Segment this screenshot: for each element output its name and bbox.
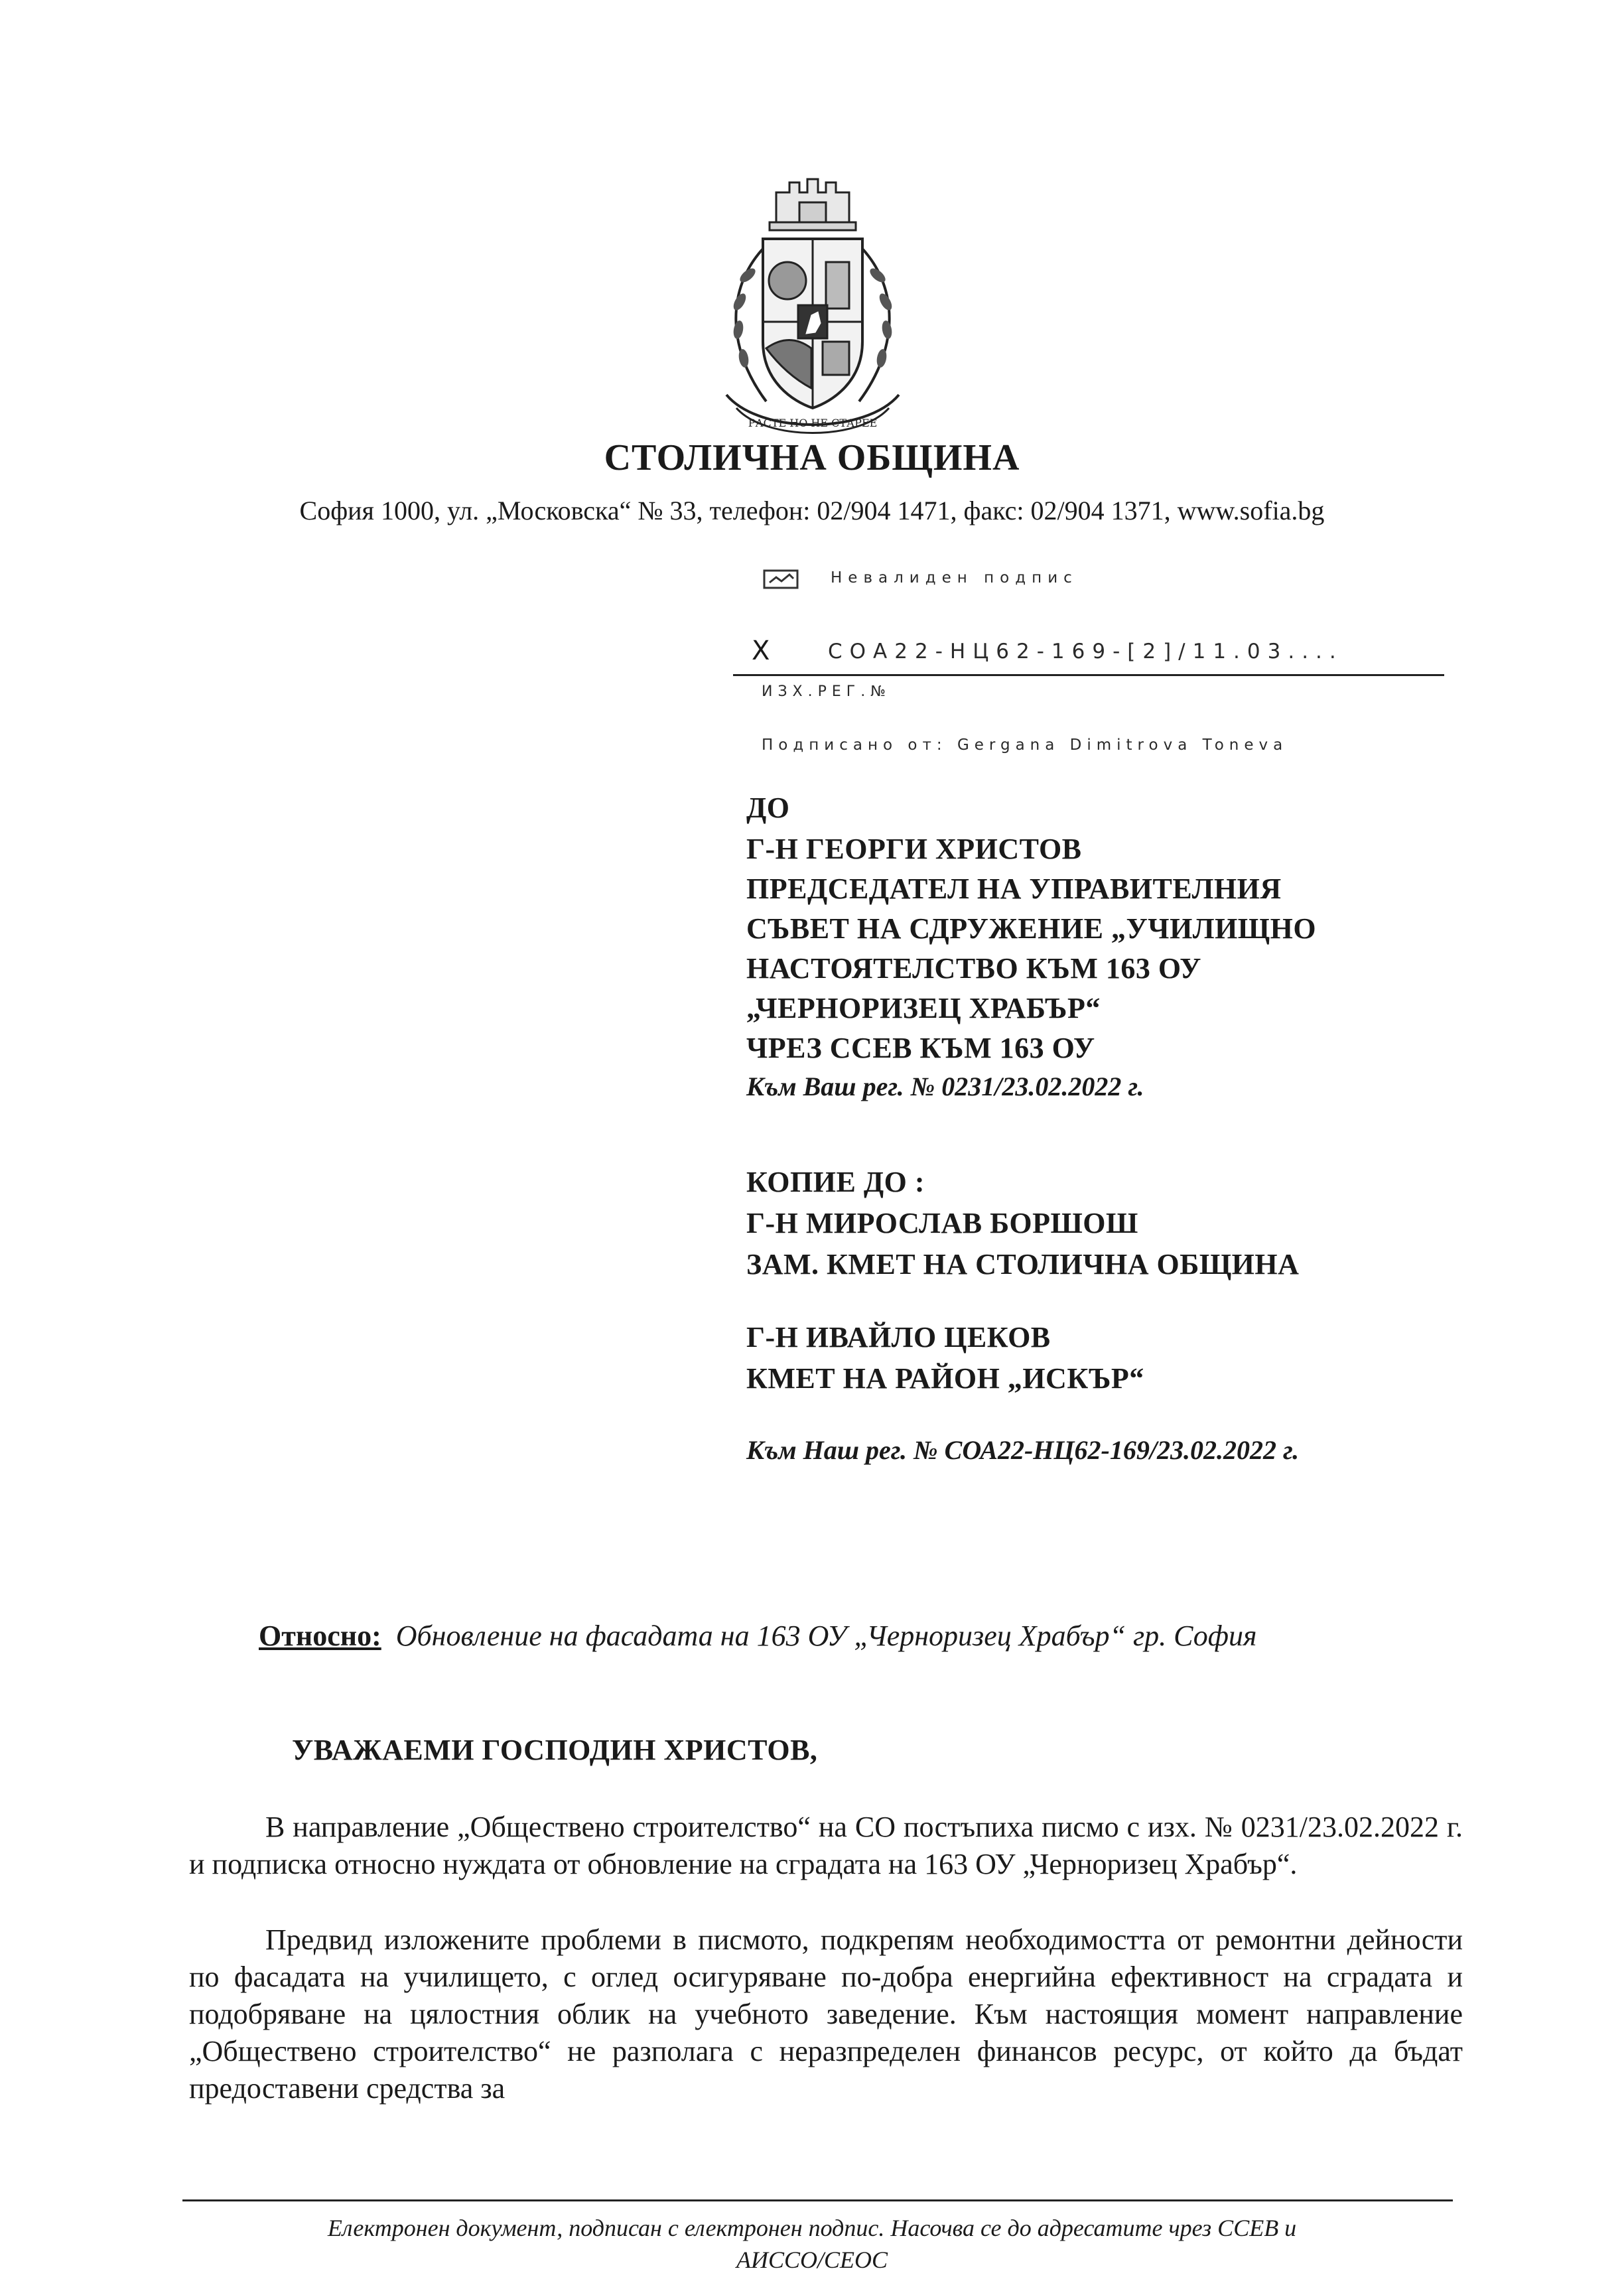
addressee-line: ЧРЕЗ ССЕВ КЪМ 163 ОУ: [746, 1032, 1095, 1064]
body-paragraph-1: В направление „Обществено строителство“ на СО постъпиха писмо с изх. № 0231/23.02.2022 г. и подписка относно нуждата от обновление на сградата на 163 ОУ „Черноризец Храбър“.: [189, 1811, 1463, 1880]
copy-to-line: ЗАМ. КМЕТ НА СТОЛИЧНА ОБЩИНА: [746, 1248, 1300, 1281]
subject-line: [259, 1619, 1256, 1653]
addressee-line: „ЧЕРНОРИЗЕЦ ХРАБЪР“: [746, 992, 1101, 1024]
salutation: УВАЖАЕМИ ГОСПОДИН ХРИСТОВ,: [292, 1734, 818, 1766]
addressee-line: Г-Н ГЕОРГИ ХРИСТОВ: [746, 833, 1082, 865]
registration-number: СОА22-НЦ62-169-[2]/11.03....: [828, 640, 1343, 663]
organization-address: София 1000, ул. „Московска“ № 33, телефон: 02/904 1471, факс: 02/904 1371, www.sofia.bg: [299, 496, 1325, 525]
svg-text:РАСТЕ НО НЕ СТАРЕЕ: РАСТЕ НО НЕ СТАРЕЕ: [748, 417, 878, 429]
copy-to-line: Г-Н МИРОСЛАВ БОРШОШ: [746, 1207, 1138, 1239]
footer-divider: [182, 2199, 1453, 2201]
subject-label: Относно:: [259, 1620, 381, 1652]
body-paragraph-2: Предвид изложените проблеми в писмото, подкрепям необходимостта от ремонтни дейности по фасадата на училището, с оглед осигуряване по-добра енергийна ефективност на сградата и подобряване на цялостния облик на учебното заведение. Към настоящия момент направление „Обществено строителство“ не разполага с неразпределен финансов ресурс, от който да бъдат предоставени средства за: [189, 1923, 1463, 2105]
addressee-line: НАСТОЯТЕЛСТВО КЪМ 163 ОУ: [746, 952, 1201, 985]
addressee-line: СЪВЕТ НА СДРУЖЕНИЕ „УЧИЛИЩНО: [746, 912, 1317, 945]
signature-mark: X: [752, 636, 770, 666]
footer-line-1: Електронен документ, подписан с електронен подпис. Насочва се до адресатите чрез ССЕВ и: [327, 2215, 1297, 2241]
footer-note: [0, 2212, 1624, 2276]
our-reference: Към Наш рег. № СОА22-НЦ62-169/23.02.2022 г.: [746, 1435, 1300, 1465]
signature-icon: [763, 569, 799, 589]
signed-by: Подписано от: Gergana Dimitrova Toneva: [762, 736, 1288, 754]
organization-name: СТОЛИЧНА ОБЩИНА: [604, 437, 1020, 478]
copy-to-line: КМЕТ НА РАЙОН „ИСКЪР“: [746, 1362, 1144, 1395]
subject-text: Обновление на фасадата на 163 ОУ „Черноризец Храбър“ гр. София: [395, 1620, 1257, 1652]
addressee-reference: Към Ваш рег. № 0231/23.02.2022 г.: [746, 1072, 1144, 1101]
signature-status: Невалиден подпис: [831, 569, 1078, 587]
signature-line: [733, 674, 1444, 676]
addressee-to: ДО: [746, 792, 790, 824]
footer-line-2: АИССО/СЕОС: [736, 2247, 888, 2273]
registration-label: ИЗХ.РЕГ.№: [762, 683, 892, 700]
coat-of-arms-icon: [700, 176, 925, 441]
copy-to-label: КОПИЕ ДО :: [746, 1166, 925, 1198]
addressee-line: ПРЕДСЕДАТЕЛ НА УПРАВИТЕЛНИЯ: [746, 872, 1282, 905]
copy-to-line: Г-Н ИВАЙЛО ЦЕКОВ: [746, 1321, 1051, 1354]
